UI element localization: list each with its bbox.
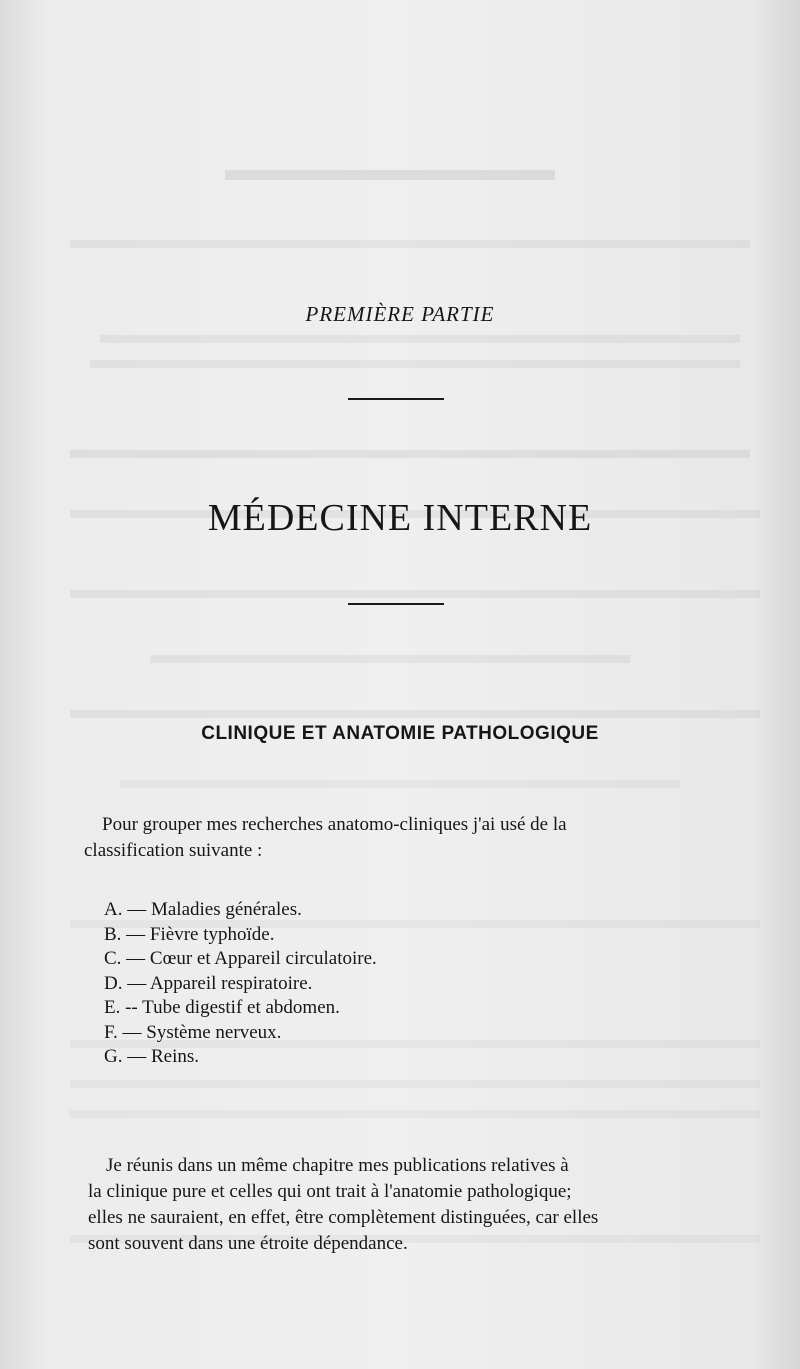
closing-line: Je réunis dans un même chapitre mes publications relatives à: [106, 1155, 569, 1176]
closing-line: la clinique pure et celles qui ont trait à l'anatomie pathologique;: [88, 1181, 572, 1202]
classification-item: C. — Cœur et Appareil circulatoire.: [104, 948, 377, 969]
classification-item: A. — Maladies générales.: [104, 899, 302, 920]
intro-paragraph: [84, 812, 724, 864]
closing-paragraph: [88, 1153, 728, 1257]
classification-list: [104, 898, 377, 1070]
separator-rule: [348, 398, 444, 400]
classification-item: B. — Fièvre typhoïde.: [104, 923, 275, 945]
intro-line: Pour grouper mes recherches anatomo-cliniques j'ai usé de la: [102, 814, 567, 835]
classification-item: D. — Appareil respiratoire.: [104, 972, 313, 994]
separator-rule: [348, 603, 444, 605]
intro-line: classification suivante :: [84, 840, 263, 861]
closing-line: elles ne sauraient, en effet, être complètement distinguées, car elles: [88, 1207, 599, 1228]
classification-item: G. — Reins.: [104, 1046, 199, 1067]
part-title: PREMIÈRE PARTIE: [305, 302, 495, 326]
section-title: CLINIQUE ET ANATOMIE PATHOLOGIQUE: [201, 723, 599, 744]
main-title: MÉDECINE INTERNE: [207, 497, 593, 539]
classification-item: E. -- Tube digestif et abdomen.: [104, 997, 340, 1018]
classification-item: F. — Système nerveux.: [104, 1021, 282, 1043]
closing-line: sont souvent dans une étroite dépendance.: [88, 1233, 408, 1254]
